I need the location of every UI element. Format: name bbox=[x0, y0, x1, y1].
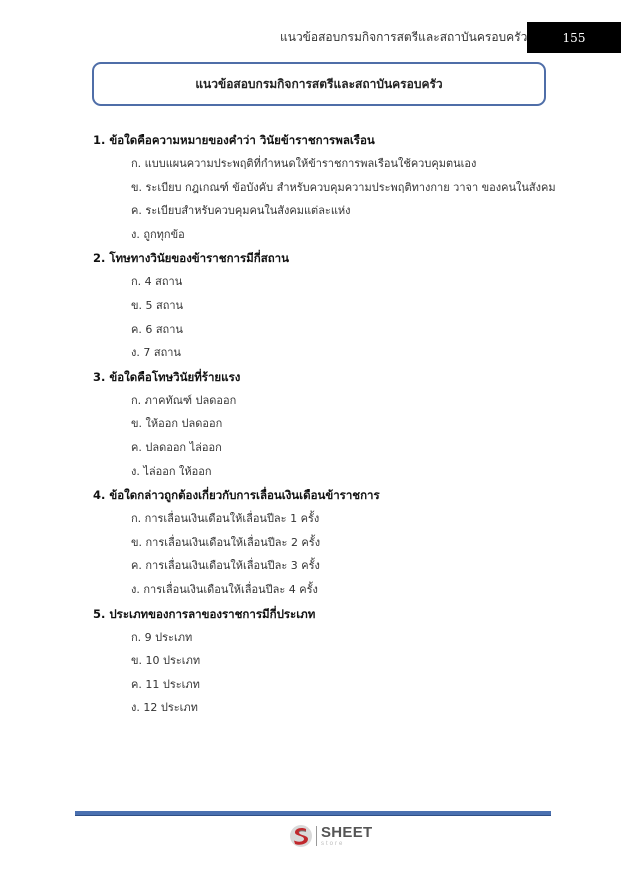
choice-a: ก. การเลื่อนเงินเดือนให้เลื่อนปีละ 1 ครั้ง bbox=[131, 512, 320, 526]
title-box bbox=[92, 62, 546, 106]
choice-a: ก. แบบแผนความประพฤติที่กำหนดให้ข้าราชการพลเรือนใช้ควบคุมตนเอง bbox=[131, 157, 477, 170]
question-list bbox=[93, 128, 593, 720]
question-4 bbox=[93, 483, 593, 601]
question-3 bbox=[93, 365, 593, 483]
choice-b: ข. 5 สถาน bbox=[131, 298, 184, 312]
question-text: 1. ข้อใดคือความหมายของคำว่า วินัยข้าราชการพลเรือน bbox=[93, 133, 375, 147]
sheet-store-logo bbox=[289, 823, 373, 849]
choice-b: ข. 10 ประเภท bbox=[131, 654, 201, 668]
choice-d: ง. 12 ประเภท bbox=[131, 701, 198, 715]
choice-a: ก. 9 ประเภท bbox=[131, 630, 193, 644]
choice-c: ค. การเลื่อนเงินเดือนให้เลื่อนปีละ 3 ครั้ง bbox=[131, 559, 320, 573]
sheet-store-s-logo-icon bbox=[289, 824, 313, 848]
logo-main-text: SHEET bbox=[321, 824, 373, 841]
choice-a: ก. ภาคทัณฑ์ ปลดออก bbox=[131, 393, 237, 407]
choice-c: ค. ระเบียบสำหรับควบคุมคนในสังคมแต่ละแห่ง bbox=[131, 204, 351, 218]
question-1 bbox=[93, 128, 593, 246]
choice-b: ข. ระเบียบ กฎเกณฑ์ ข้อบังคับ สำหรับควบคุมความประพฤติทางกาย วาจา ของคนในสังคม bbox=[131, 180, 556, 194]
choice-d: ง. ถูกทุกข้อ bbox=[131, 227, 185, 241]
question-text: 3. ข้อใดคือโทษวินัยที่ร้ายแรง bbox=[93, 369, 241, 384]
choice-c: ค. ปลดออก ไล่ออก bbox=[131, 440, 222, 454]
choice-a: ก. 4 สถาน bbox=[131, 275, 183, 289]
choice-c: ค. 11 ประเภท bbox=[131, 677, 200, 691]
choice-d: ง. 7 สถาน bbox=[131, 346, 181, 360]
logo-sub-text: store bbox=[321, 841, 345, 847]
logo-text bbox=[321, 825, 373, 847]
choice-d: ง. การเลื่อนเงินเดือนให้เลื่อนปีละ 4 ครั้ง bbox=[131, 582, 318, 596]
choice-b: ข. การเลื่อนเงินเดือนให้เลื่อนปีละ 2 ครั้ง bbox=[131, 535, 321, 549]
running-header-title: แนวข้อสอบกรมกิจการสตรีและสถาบันครอบครัว bbox=[280, 30, 528, 44]
title-box-text: แนวข้อสอบกรมกิจการสตรีและสถาบันครอบครัว bbox=[195, 76, 443, 91]
question-text: 4. ข้อใดกล่าวถูกต้องเกี่ยวกับการเลื่อนเงินเดือนข้าราชการ bbox=[93, 488, 380, 503]
question-text: 2. โทษทางวินัยของข้าราชการมีกี่สถาน bbox=[93, 251, 290, 266]
question-2 bbox=[93, 246, 593, 364]
question-5 bbox=[93, 602, 593, 720]
logo-divider bbox=[316, 826, 317, 846]
footer-divider bbox=[75, 811, 551, 816]
choice-d: ง. ไล่ออก ให้ออก bbox=[131, 464, 212, 478]
choice-c: ค. 6 สถาน bbox=[131, 322, 183, 336]
page-number: 155 bbox=[527, 22, 621, 53]
choice-b: ข. ให้ออก ปลดออก bbox=[131, 417, 223, 431]
question-text: 5. ประเภทของการลาของราชการมีกี่ประเภท bbox=[93, 606, 316, 621]
